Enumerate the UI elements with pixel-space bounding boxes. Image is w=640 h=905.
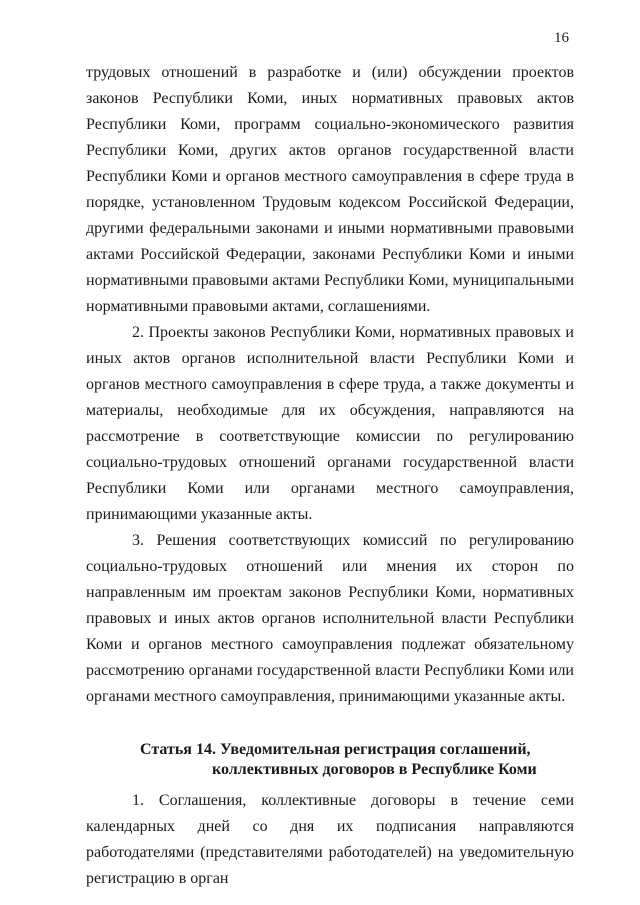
page-number: 16	[554, 30, 569, 46]
article-heading-line-1: Статья 14. Уведомительная регистрация соглашений,	[140, 741, 531, 758]
article-heading-line-2: коллективных договоров в Республике Коми	[212, 761, 537, 778]
paragraph-3: 3. Решения соответствующих комиссий по регулированию социально-трудовых отношений или мнения их сторон по направленным им проектам законов Республики Коми, нормативных правовых и иных актов органов исполнительной власти Республики Коми и органов местного самоуправления подлежат обязательному рассмотрению органами государственной власти Республики Коми или органами местного самоуправления, принимающими указанные акты.	[86, 532, 574, 705]
paragraph-2: 2. Проекты законов Республики Коми, нормативных правовых и иных актов органов исполнительной власти Республики Коми и органов местного самоуправления в сфере труда, а также документы и материалы, необходимые для их обсуждения, направляются на рассмотрение в соответствующие комиссии по регулированию социально-трудовых отношений органами государственной власти Республики Коми или органами местного самоуправления, принимающими указанные акты.	[86, 324, 574, 523]
article-14-heading	[86, 740, 574, 780]
paragraph-continuation: трудовых отношений в разработке и (или) обсуждении проектов законов Республики Коми, иных нормативных правовых актов Республики Коми, программ социально-экономического развития Республики Коми, других актов органов государственной власти Республики Коми и органов местного самоуправления в сфере труда в порядке, установленном Трудовым кодексом Российской Федерации, другими федеральными законами и иными нормативными правовыми актами Российской Федерации, законами Республики Коми и иными нормативными правовыми актами Республики Коми, муниципальными нормативными правовыми актами, соглашениями.	[86, 64, 574, 315]
article-14-paragraph-1: 1. Соглашения, коллективные договоры в течение семи календарных дней со дня их подписания направляются работодателями (представителями работодателей) на уведомительную регистрацию в орган	[86, 792, 574, 887]
document-body	[86, 60, 574, 892]
